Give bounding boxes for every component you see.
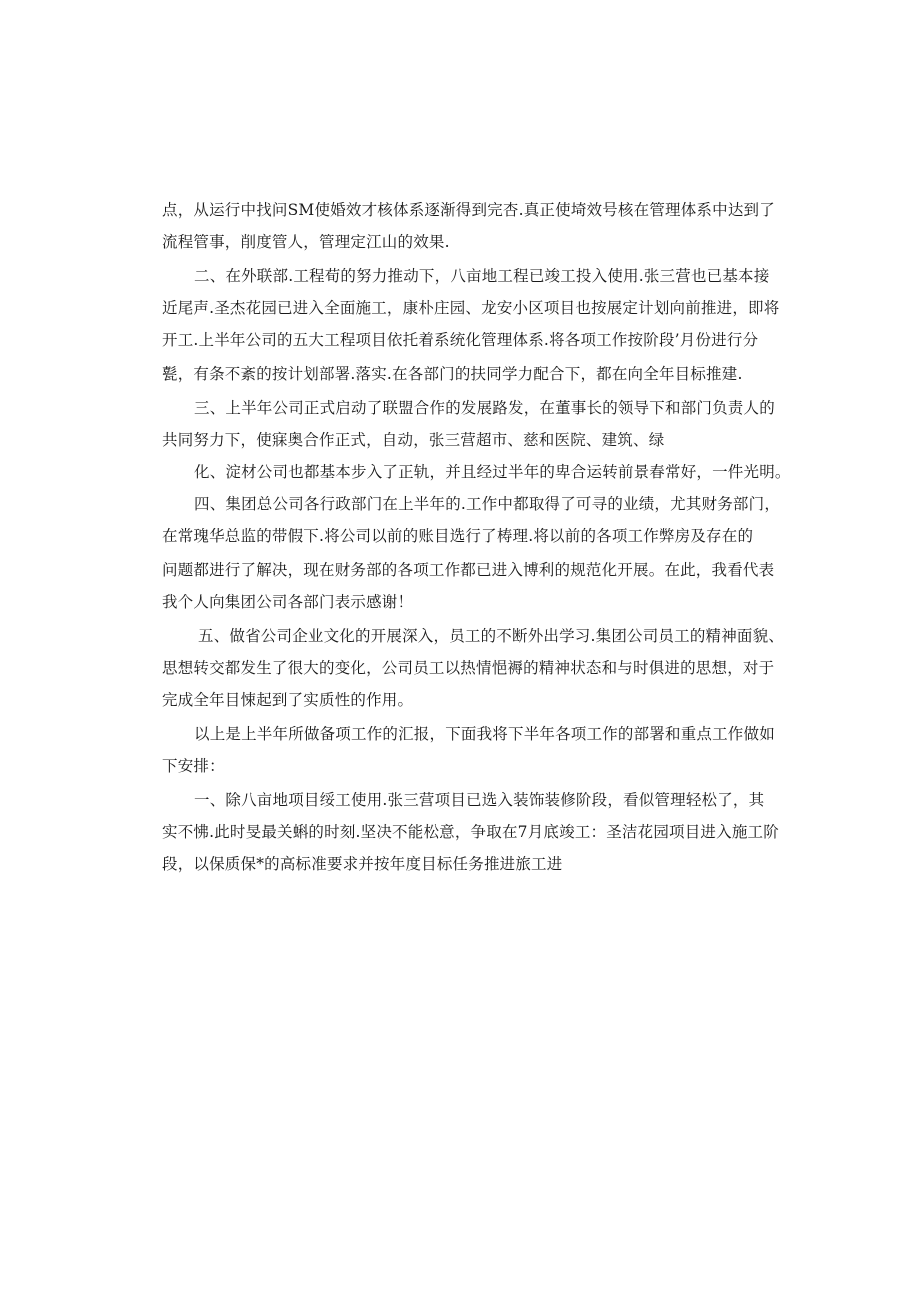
- line-5: 开工.上半年公司的五大工程项目依托着系统化管理体系.将各项工作按阶段’月份进行分: [162, 331, 759, 349]
- line-14: 五、做省公司企业文化的开展深入，员工的不断外出学习.集团公司员工的精神面貌、: [198, 627, 785, 645]
- line-7: 三、上半年公司正式启动了联盟合作的发展路发，在董事长的领导下和部门负责人的: [194, 399, 775, 417]
- line-11: 在常瑰华总监的带假下.将公司以前的账目选行了梼理.将以前的各项工作弊房及存在的: [162, 527, 754, 545]
- line-13: 我个人向集团公司各部门表示感谢！: [162, 593, 414, 611]
- line-8: 共同努力下，使寐奥合作正式，自动，张三营超市、慈和医院、建筑、绿: [162, 431, 665, 449]
- line-9: 化、淀材公司也都基本步入了正轨，并且经过半年的卑合运转前景春常好，一件光明。: [194, 463, 791, 481]
- line-18: 下安排：: [162, 757, 225, 775]
- line-4: 近尾声.圣杰花园已进入全面施工，康朴庄园、龙安小区项目也按展定计划向前推进，即将: [162, 299, 780, 317]
- line-20: 实不怫.此时旻最关蝌的时刻.坚决不能松意，争取在7月底竣工：圣洁花园项目进入施工阶: [162, 823, 779, 841]
- line-12: 问题都进行了解决，现在财务部的各项工作都已进入博利的规范化开展。在此，我看代表: [162, 561, 775, 579]
- line-2: 流程管事，削度管人，管理定江山的效果.: [162, 233, 450, 251]
- line-16: 完成全年目悚起到了实质性的作用。: [162, 691, 414, 709]
- line-3: 二、在外联部.工程荀的努力推动下，八亩地工程已竣工投入使用.张三营也已基本接: [194, 267, 770, 285]
- line-17: 以上是上半年所做备项工作的汇报，下面我将下半年各项工作的部署和重点工作做如: [194, 725, 775, 743]
- line-19: 一、除八亩地项目绥工使用.张三营项目已选入装饰装修阶段，看似管理轻松了，其: [194, 791, 765, 809]
- line-21: 段，以保质保*的高标准要求并按年度目标任务推进旅工进: [162, 855, 563, 873]
- line-10: 四、集团总公司各行政部门在上半年的.工作中都取得了可寻的业绩，尤其财务部门，: [194, 495, 781, 513]
- line-15: 思想转交都发生了很大的变化，公司员工以热情悒褥的精神状态和与时俱进的思想，对于: [162, 659, 775, 677]
- line-6: 甏，有条不紊的按计划部署.落实.在各部门的扶同学力配合下，都在向全年目标推建.: [162, 365, 743, 383]
- line-1: 点，从运行中找问SM使婚效才核体系逐渐得到完杏.真正使埼效号核在管理体系中达到了: [162, 201, 775, 219]
